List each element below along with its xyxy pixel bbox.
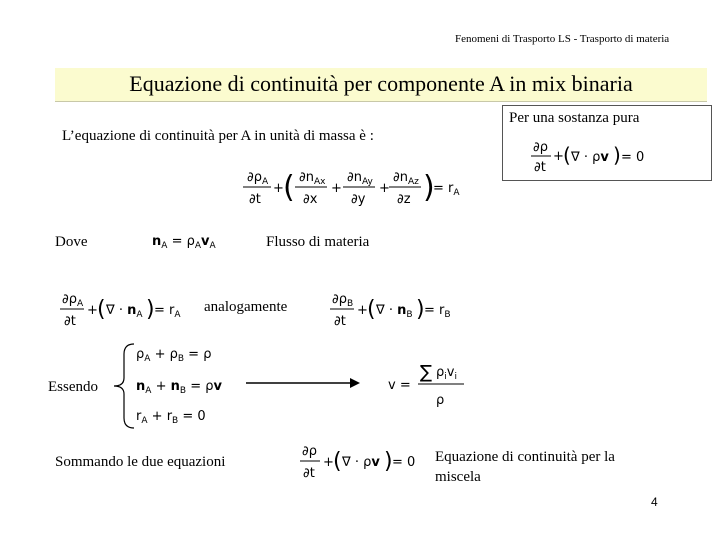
mass-average-velocity-equation bbox=[388, 362, 478, 412]
mixture-continuity-equation bbox=[300, 442, 420, 484]
page-number: 4 bbox=[651, 495, 658, 509]
essendo-equations bbox=[136, 344, 246, 430]
svg-text:= rA: = $r_A$ bbox=[433, 181, 460, 198]
pure-substance-box bbox=[502, 105, 712, 181]
svg-text:∂t: ∂t bbox=[64, 314, 76, 329]
svg-text:= rA: = $r_A$ bbox=[154, 303, 181, 320]
svg-text:∂nAy: $\partial n_{Ay}$ bbox=[347, 170, 373, 187]
svg-text:): ) bbox=[146, 297, 155, 322]
svg-text:= 0: = 0 bbox=[621, 150, 645, 165]
vector-equation-a bbox=[60, 290, 190, 332]
svg-text:= rB: = $r_B$ bbox=[424, 303, 451, 320]
title-bar bbox=[55, 68, 707, 102]
svg-text:v =: v = bbox=[388, 378, 411, 393]
svg-text:∇ · ρv: ∇ · ρv bbox=[571, 150, 609, 165]
svg-text:nA = ρAvA: $n_A = \rho_Av_A$ bbox=[152, 234, 216, 251]
svg-text:ρivi: $\rho_iv_i$ bbox=[436, 365, 457, 382]
mix-label: Equazione di continuità per la miscela bbox=[435, 449, 615, 485]
svg-text:+: + bbox=[273, 181, 284, 196]
continuity-equation-a bbox=[243, 165, 460, 215]
svg-text:): ) bbox=[613, 143, 621, 167]
svg-text:(: ( bbox=[367, 297, 376, 322]
svg-text:∂t: ∂t bbox=[334, 314, 346, 329]
svg-text:): ) bbox=[416, 297, 425, 322]
mass-flux-equation bbox=[152, 232, 242, 254]
svg-text:∂nAx: $\partial n_{Ax}$ bbox=[299, 170, 326, 187]
flux-label: Flusso di materia bbox=[266, 234, 370, 250]
slide-header: Fenomeni di Trasporto LS - Trasporto di materia bbox=[455, 33, 670, 45]
svg-text:∂t: ∂t bbox=[249, 192, 261, 207]
svg-text:∇ · ρv: ∇ · ρv bbox=[342, 455, 380, 470]
svg-text:+: + bbox=[323, 455, 334, 470]
svg-text:∂ρ: ∂ρ bbox=[302, 444, 317, 459]
svg-text:(: ( bbox=[97, 297, 106, 322]
pure-substance-label: Per una sostanza pura bbox=[509, 110, 640, 126]
svg-text:∂nAz: $\partial n_{Az}$ bbox=[393, 170, 419, 187]
svg-text:): ) bbox=[384, 449, 393, 474]
svg-text:∂t: ∂t bbox=[303, 466, 315, 481]
svg-text:∑: ∑ bbox=[420, 362, 433, 383]
svg-text:(: ( bbox=[563, 143, 571, 167]
svg-text:): ) bbox=[423, 170, 435, 205]
essendo-label: Essendo bbox=[48, 379, 98, 395]
svg-text:+: + bbox=[379, 181, 390, 196]
svg-text:∇ · nB: ∇ · $n_B$ bbox=[376, 303, 413, 320]
svg-text:∂ρA: $\partial\rho_A$ bbox=[247, 170, 269, 187]
intro-text: L’equazione di continuità per A in unità di massa è : bbox=[62, 128, 374, 144]
analog-label: analogamente bbox=[204, 299, 288, 315]
svg-text:+: + bbox=[553, 149, 564, 164]
svg-text:∂x: ∂x bbox=[303, 192, 318, 207]
svg-text:∂ρA: $\partial\rho_A$ bbox=[62, 292, 84, 309]
svg-text:+: + bbox=[87, 303, 98, 318]
svg-text:ρA + ρB = ρ: $\rho_A + \rho_B = \rho$ bbox=[136, 347, 212, 364]
svg-text:+: + bbox=[331, 181, 342, 196]
svg-text:+: + bbox=[357, 303, 368, 318]
svg-text:∂ρ: ∂ρ bbox=[533, 140, 548, 155]
svg-text:∂ρB: $\partial\rho_B$ bbox=[332, 292, 354, 309]
svg-text:ρ: ρ bbox=[436, 393, 445, 408]
svg-text:nA + nB = ρv: $n_A + n_B = \rho v$ bbox=[136, 379, 222, 396]
pure-continuity-equation bbox=[531, 138, 651, 178]
svg-text:(: ( bbox=[283, 170, 295, 205]
svg-text:∇ · nA: ∇ · $n_A$ bbox=[106, 303, 143, 320]
svg-text:= 0: = 0 bbox=[392, 455, 416, 470]
svg-text:∂y: ∂y bbox=[351, 192, 366, 207]
dove-label: Dove bbox=[55, 234, 88, 250]
vector-equation-b bbox=[330, 290, 460, 332]
svg-text:∂t: ∂t bbox=[534, 160, 546, 175]
sum-label: Sommando le due equazioni bbox=[55, 454, 226, 470]
svg-text:∂z: ∂z bbox=[397, 192, 411, 207]
svg-text:(: ( bbox=[333, 449, 342, 474]
slide-title: Equazione di continuità per componente A in mix binaria bbox=[129, 71, 633, 96]
svg-text:rA + rB = 0: $r_A + r_B = 0$ bbox=[136, 409, 206, 426]
arrow-icon bbox=[246, 376, 362, 390]
